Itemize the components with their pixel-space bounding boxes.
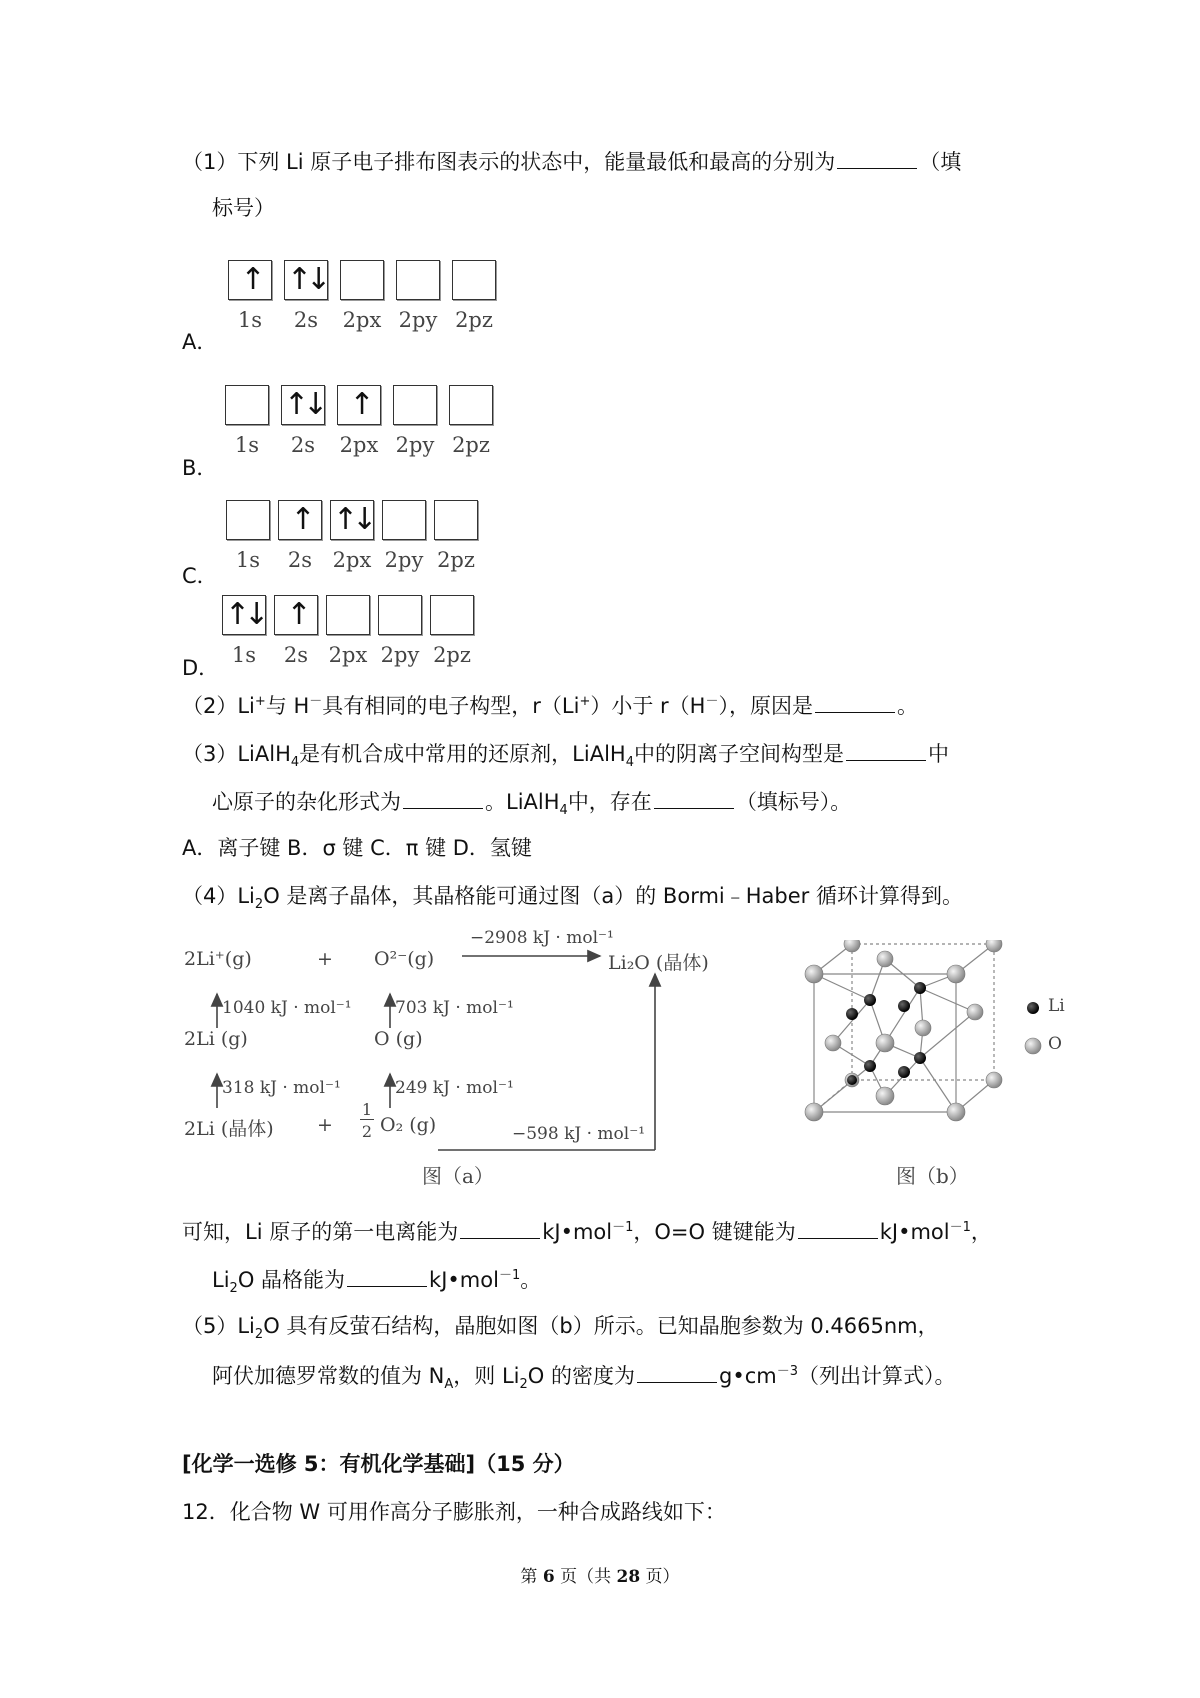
spin-arrows [450, 386, 492, 424]
orbital-box [228, 260, 272, 300]
orbital-label: 2s [293, 308, 319, 332]
option-letter: D． [182, 656, 220, 680]
option-letter: B． [182, 456, 218, 480]
orbital-label: 1s [234, 433, 260, 457]
q3-line1: （3）LiAlH$_4$是有机合成中常用的还原剂，LiAlH$_4$中的阴离子空间构型是 中 [182, 738, 949, 768]
orbital-box [449, 385, 493, 425]
answer-blank[interactable] [815, 690, 895, 713]
orbital-label: 2pz [452, 433, 490, 457]
answer-blank[interactable] [654, 786, 734, 809]
orbital-label: 2pz [433, 643, 471, 667]
q1-line2: 标号） [212, 196, 275, 220]
species-2li-ion: 2Li⁺(g) [184, 948, 252, 970]
orbital-label: 2pz [437, 548, 475, 572]
half-denominator: 2 [361, 1122, 373, 1141]
page-number: 6 [542, 1567, 555, 1587]
option-letter: C． [182, 564, 218, 588]
orbital-label: 2py [380, 643, 420, 667]
q2-line: （2）Li+与 H－具有相同的电子构型，r（Li+）小于 r（H－），原因是 。 [182, 690, 918, 720]
orbital-box [378, 595, 422, 635]
energy-ionization: 1040 kJ · mol⁻¹ [222, 998, 352, 1018]
spin-arrows [394, 386, 436, 424]
figure-b-caption: 图（b） [896, 1164, 969, 1188]
figure-a-caption: 图（a） [422, 1164, 494, 1188]
page-total: 28 [616, 1567, 641, 1587]
orbital-box [382, 500, 426, 540]
species-o2-ion: O²⁻(g) [374, 948, 435, 970]
orbital-label: 2px [332, 548, 372, 572]
orbital-label: 1s [235, 548, 261, 572]
orbital-box [337, 385, 381, 425]
q4b-line2: $Li_2O$ 晶格能为 kJ•mol$^{-1}$。 [212, 1264, 541, 1294]
orbital-box [430, 595, 474, 635]
orbital-box [452, 260, 496, 300]
orbital-box [393, 385, 437, 425]
species-o-gas: O (g) [374, 1028, 423, 1050]
orbital-box [326, 595, 370, 635]
orbital-box [396, 260, 440, 300]
orbital-box [284, 260, 328, 300]
plus-sign: + [317, 1114, 333, 1136]
legend-o-marker [1025, 1038, 1041, 1054]
half-numerator: 1 [361, 1100, 373, 1119]
energy-electron-affinity: 703 kJ · mol⁻¹ [395, 998, 514, 1018]
crystal-cell-figure [800, 940, 1080, 1190]
orbital-label: 1s [237, 308, 263, 332]
spin-arrows [383, 501, 425, 539]
species-2li-gas: 2Li (g) [184, 1028, 248, 1050]
spin-arrows: ↑↓ [286, 262, 326, 297]
spin-arrows: ↑ [240, 262, 260, 297]
orbital-box [434, 500, 478, 540]
plus-sign: + [317, 948, 333, 970]
spin-arrows: ↑↓ [283, 387, 323, 422]
orbital-box [281, 385, 325, 425]
q5-line2: 阿伏加德罗常数的值为 $N_A$，则 $Li_2O$ 的密度为 $g•cm^{-3}$（列出计算式）。 [212, 1360, 956, 1390]
q4-line: $(4)Li_2O$ 是离子晶体，其晶格能可通过图（a）的 Bormi﹣Haber 循环计算得到。 [182, 884, 963, 913]
q3-line2: 心原子的杂化形式为 。LiAlH$_4$中，存在 （填标号）。 [212, 786, 851, 816]
orbital-box [274, 595, 318, 635]
spin-arrows [327, 596, 369, 634]
orbital-box [226, 500, 270, 540]
species-2li-crystal: 2Li (晶体) [184, 1118, 274, 1140]
spin-arrows: ↑↓ [224, 597, 264, 632]
species-li2o-crystal: Li₂O (晶体) [608, 952, 709, 974]
answer-blank[interactable] [637, 1360, 717, 1383]
orbital-label: 2px [342, 308, 382, 332]
spin-arrows: ↑ [286, 597, 306, 632]
legend-li-label: Li [1048, 996, 1065, 1016]
spin-arrows [379, 596, 421, 634]
orbital-label: 2py [395, 433, 435, 457]
spin-arrows: ↑↓ [332, 502, 372, 537]
answer-blank[interactable] [846, 738, 926, 761]
species-o2-gas: O₂ (g) [380, 1114, 437, 1136]
q12-line: 12．化合物 W 可用作高分子膨胀剂，一种合成路线如下： [182, 1500, 726, 1524]
orbital-label: 2px [328, 643, 368, 667]
spin-arrows: ↑ [290, 502, 310, 537]
spin-arrows [341, 261, 383, 299]
q3-options: A．离子键 B．σ 键 C．π 键 D．氢键 [182, 836, 532, 860]
orbital-box [278, 500, 322, 540]
spin-arrows [397, 261, 439, 299]
orbital-label: 2s [290, 433, 316, 457]
orbital-label: 2py [384, 548, 424, 572]
orbital-label: 1s [231, 643, 257, 667]
q1-line1: （1）下列 Li 原子电子排布图表示的状态中，能量最低和最高的分别为 （填 [182, 146, 961, 176]
section-heading: [化学一选修 5：有机化学基础]（15 分） [182, 1452, 575, 1476]
orbital-box [330, 500, 374, 540]
orbital-box [225, 385, 269, 425]
option-letter: A． [182, 330, 218, 354]
page-footer: 第 6 页（共 28 页） [520, 1567, 680, 1587]
orbital-label: 2s [287, 548, 313, 572]
spin-arrows: ↑ [349, 387, 369, 422]
spin-arrows [227, 501, 269, 539]
spin-arrows [453, 261, 495, 299]
energy-formation: −598 kJ · mol⁻¹ [512, 1124, 646, 1144]
q5-line1: $(5)Li_2O$ 具有反萤石结构，晶胞如图（b）所示。已知晶胞参数为 0.4665nm， [182, 1314, 939, 1343]
spin-arrows [435, 501, 477, 539]
orbital-label: 2py [398, 308, 438, 332]
answer-blank[interactable] [460, 1216, 540, 1239]
spin-arrows [431, 596, 473, 634]
orbital-label: 2px [339, 433, 379, 457]
legend-li-marker [1027, 1002, 1039, 1014]
answer-blank[interactable] [403, 786, 483, 809]
unit-cell-drawing [800, 940, 1080, 1140]
q4b-line1: 可知，Li 原子的第一电离能为 kJ•mol$^{-1}$，O=O 键键能为 kJ•mol$^{-1}$， [182, 1216, 992, 1246]
energy-lattice: −2908 kJ · mol⁻¹ [470, 928, 614, 948]
orbital-label: 2s [283, 643, 309, 667]
orbital-box [222, 595, 266, 635]
spin-arrows [226, 386, 268, 424]
orbital-label: 2pz [455, 308, 493, 332]
legend-o-label: O [1048, 1034, 1062, 1054]
energy-dissociation: 249 kJ · mol⁻¹ [395, 1078, 514, 1098]
answer-blank[interactable] [347, 1264, 427, 1287]
energy-sublimation: 318 kJ · mol⁻¹ [222, 1078, 341, 1098]
orbital-box [340, 260, 384, 300]
answer-blank[interactable] [837, 146, 917, 169]
answer-blank[interactable] [798, 1216, 878, 1239]
born-haber-figure [182, 928, 709, 1188]
